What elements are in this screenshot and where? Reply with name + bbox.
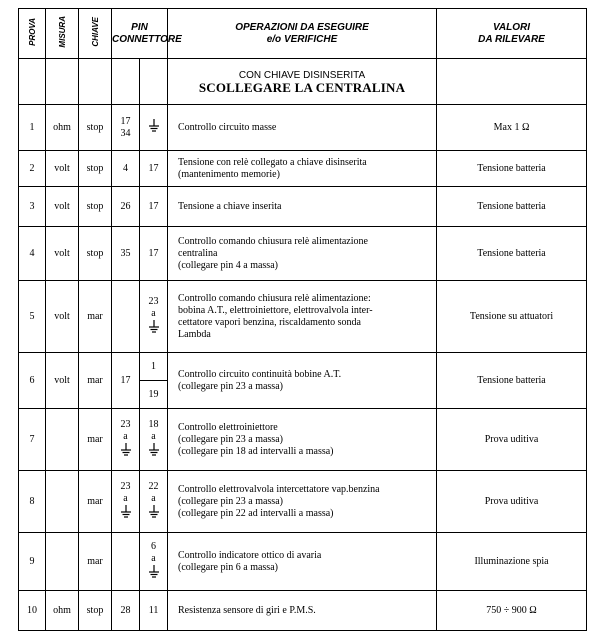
ground-symbol-icon xyxy=(148,505,160,522)
misura-value: volt xyxy=(54,247,70,259)
prova-number: 1 xyxy=(29,121,35,133)
table-row xyxy=(19,187,587,227)
value-cell xyxy=(437,471,587,533)
operation-line: centralina xyxy=(178,247,218,259)
ground-symbol-icon xyxy=(120,505,132,522)
pin-a-cell xyxy=(112,281,140,353)
pin-b-cell xyxy=(140,151,168,187)
operation-cell xyxy=(168,151,437,187)
header-operazioni: OPERAZIONI DA ESEGUIRE e/o VERIFICHE xyxy=(168,9,437,59)
misura-cell xyxy=(46,591,79,631)
misura-cell xyxy=(46,533,79,591)
misura-value: volt xyxy=(54,310,70,322)
value-text: Tensione batteria xyxy=(477,162,546,174)
pin-a-label: 23 xyxy=(120,419,131,430)
operation-cell xyxy=(168,471,437,533)
prova-number: 4 xyxy=(29,247,35,259)
pin-b-cell xyxy=(140,533,168,591)
operation-cell xyxy=(168,409,437,471)
pin-a-label: a xyxy=(123,431,128,442)
operation-cell xyxy=(168,591,437,631)
subheader-line1: CON CHIAVE DISINSERITA xyxy=(238,69,366,81)
operation-line: (collegare pin 18 ad intervalli a massa) xyxy=(178,445,334,457)
value-cell xyxy=(437,591,587,631)
misura-cell xyxy=(46,227,79,281)
operation-cell xyxy=(168,533,437,591)
prova-number: 10 xyxy=(27,604,37,616)
prova-number: 7 xyxy=(29,433,35,445)
prova-cell xyxy=(19,353,46,409)
operation-line: Tensione con relè collegato a chiave disinserita xyxy=(178,156,367,168)
pin-b-cell xyxy=(140,187,168,227)
value-text: 750 ÷ 900 Ω xyxy=(486,604,537,616)
prova-cell xyxy=(19,281,46,353)
operation-line: Resistenza sensore di giri e P.M.S. xyxy=(178,604,316,616)
operation-line: Tensione a chiave inserita xyxy=(178,200,282,212)
pin-b-label: 6 xyxy=(151,541,156,552)
pin-a-label: 17 xyxy=(120,115,131,127)
subheader-cell xyxy=(168,59,437,105)
prova-cell xyxy=(19,409,46,471)
header-valori: VALORI DA RILEVARE xyxy=(437,9,587,59)
operation-line: Lambda xyxy=(178,328,211,340)
table-row xyxy=(19,151,587,187)
pin-a-label: 17 xyxy=(120,374,131,386)
pin-b-label: a xyxy=(151,308,156,319)
pin-a-label: 28 xyxy=(120,604,131,616)
value-cell xyxy=(437,533,587,591)
pin-b-label: 1 xyxy=(151,360,156,372)
value-text: Tensione batteria xyxy=(477,247,546,259)
misura-cell xyxy=(46,281,79,353)
misura-value: ohm xyxy=(53,604,71,616)
chiave-cell xyxy=(79,187,112,227)
pin-b-cell xyxy=(140,471,168,533)
ground-symbol-icon xyxy=(148,565,160,582)
ground-symbol-icon xyxy=(120,443,132,460)
operation-line: bobina A.T., elettroiniettore, elettrovalvola inter- xyxy=(178,304,373,316)
operation-line: Controllo comando chiusura relè alimentazione xyxy=(178,235,368,247)
operation-line: (collegare pin 23 a massa) xyxy=(178,433,283,445)
pin-b-label: 11 xyxy=(148,604,159,616)
pin-b-cell xyxy=(140,353,168,409)
value-cell xyxy=(437,409,587,471)
pin-a-cell xyxy=(112,533,140,591)
prova-number: 6 xyxy=(29,374,35,386)
pin-b-cell xyxy=(140,105,168,151)
chiave-value: mar xyxy=(87,555,103,567)
operation-cell xyxy=(168,281,437,353)
chiave-cell xyxy=(79,591,112,631)
chiave-value: mar xyxy=(87,495,103,507)
table-row xyxy=(19,409,587,471)
pin-b-cell xyxy=(140,281,168,353)
chiave-value: stop xyxy=(86,247,104,259)
pin-a-label: 34 xyxy=(120,127,131,139)
pin-a-label: 23 xyxy=(120,481,131,492)
chiave-value: mar xyxy=(87,310,103,322)
operation-line: Controllo elettrovalvola intercettatore vap.benzina xyxy=(178,483,380,495)
chiave-cell xyxy=(79,281,112,353)
pin-a-cell xyxy=(112,105,140,151)
misura-cell xyxy=(46,353,79,409)
pin-b-label: 17 xyxy=(148,200,159,212)
prova-number: 2 xyxy=(29,162,35,174)
chiave-cell xyxy=(79,105,112,151)
operation-line: (collegare pin 23 a massa) xyxy=(178,495,283,507)
ground-symbol-icon xyxy=(148,443,160,460)
pin-a-cell xyxy=(112,353,140,409)
value-cell xyxy=(437,227,587,281)
pin-a-cell xyxy=(112,409,140,471)
misura-cell xyxy=(46,151,79,187)
table-row xyxy=(19,105,587,151)
chiave-cell xyxy=(79,227,112,281)
header-chiave: CHIAVE xyxy=(79,9,112,59)
operation-line: (collegare pin 22 ad intervalli a massa) xyxy=(178,507,334,519)
value-text: Illuminazione spia xyxy=(474,555,549,567)
operation-line: cettatore vapori benzina, riscaldamento sonda xyxy=(178,316,361,328)
pin-b-cell xyxy=(140,227,168,281)
chiave-value: stop xyxy=(86,604,104,616)
pin-a-cell xyxy=(112,187,140,227)
table-row xyxy=(19,227,587,281)
pin-a-cell xyxy=(112,227,140,281)
pin-a-cell xyxy=(112,471,140,533)
misura-value: volt xyxy=(54,374,70,386)
operation-line: Controllo circuito continuità bobine A.T. xyxy=(178,368,342,380)
prova-number: 3 xyxy=(29,200,35,212)
prova-number: 5 xyxy=(29,310,35,322)
prova-cell xyxy=(19,533,46,591)
operation-cell xyxy=(168,187,437,227)
operation-line: Controllo comando chiusura relè alimentazione: xyxy=(178,292,371,304)
chiave-value: stop xyxy=(86,121,104,133)
prova-cell xyxy=(19,187,46,227)
pin-a-label: 4 xyxy=(123,162,128,174)
operation-line: (mantenimento memorie) xyxy=(178,168,280,180)
header-row xyxy=(19,9,587,59)
pin-b-label: a xyxy=(151,553,156,564)
chiave-cell xyxy=(79,409,112,471)
prova-cell xyxy=(19,471,46,533)
value-text: Max 1 Ω xyxy=(493,121,530,133)
ground-symbol-icon xyxy=(148,320,160,337)
value-cell xyxy=(437,353,587,409)
prova-number: 8 xyxy=(29,495,35,507)
value-text: Prova uditiva xyxy=(484,433,539,445)
value-cell xyxy=(437,151,587,187)
header-prova: PROVA xyxy=(19,9,46,59)
pin-a-label: 26 xyxy=(120,200,131,212)
pin-b-label: 23 xyxy=(148,296,159,307)
pin-b-label: 17 xyxy=(148,162,159,174)
table-row xyxy=(19,281,587,353)
prova-cell xyxy=(19,151,46,187)
operation-line: Controllo indicatore ottico di avaria xyxy=(178,549,322,561)
value-text: Prova uditiva xyxy=(484,495,539,507)
table-row xyxy=(19,353,587,409)
prova-number: 9 xyxy=(29,555,35,567)
subheader-line2: SCOLLEGARE LA CENTRALINA xyxy=(198,79,406,95)
misura-value: volt xyxy=(54,200,70,212)
value-text: Tensione batteria xyxy=(477,200,546,212)
operation-line: (collegare pin 4 a massa) xyxy=(178,259,278,271)
pin-b-cell xyxy=(140,591,168,631)
table-row xyxy=(19,533,587,591)
test-procedure-table xyxy=(18,8,587,631)
chiave-value: mar xyxy=(87,374,103,386)
operation-line: Controllo circuito masse xyxy=(178,121,277,133)
operation-cell xyxy=(168,227,437,281)
ground-symbol-icon xyxy=(148,119,160,136)
pin-a-label: a xyxy=(123,493,128,504)
chiave-cell xyxy=(79,151,112,187)
pin-b-cell xyxy=(140,409,168,471)
value-text: Tensione su attuatori xyxy=(469,310,554,322)
table-row xyxy=(19,591,587,631)
misura-cell xyxy=(46,105,79,151)
misura-cell xyxy=(46,187,79,227)
header-misura: MISURA xyxy=(46,9,79,59)
pin-b-label: a xyxy=(151,493,156,504)
prova-cell xyxy=(19,227,46,281)
chiave-value: mar xyxy=(87,433,103,445)
pin-b-label: 17 xyxy=(148,247,159,259)
subheader-row xyxy=(19,59,587,105)
operation-cell xyxy=(168,353,437,409)
prova-cell xyxy=(19,591,46,631)
pin-b-label: 18 xyxy=(148,419,159,430)
operation-cell xyxy=(168,105,437,151)
table-row xyxy=(19,471,587,533)
pin-a-label: 35 xyxy=(120,247,131,259)
value-text: Tensione batteria xyxy=(477,374,546,386)
misura-cell xyxy=(46,471,79,533)
chiave-cell xyxy=(79,353,112,409)
value-cell xyxy=(437,281,587,353)
pin-b-label: a xyxy=(151,431,156,442)
value-cell xyxy=(437,105,587,151)
misura-value: volt xyxy=(54,162,70,174)
header-pin-connettore: PIN CONNETTORE xyxy=(112,9,168,59)
pin-a-cell xyxy=(112,591,140,631)
misura-value: ohm xyxy=(53,121,71,133)
pin-b-label: 22 xyxy=(148,481,159,492)
chiave-cell xyxy=(79,533,112,591)
chiave-value: stop xyxy=(86,162,104,174)
misura-cell xyxy=(46,409,79,471)
chiave-value: stop xyxy=(86,200,104,212)
value-cell xyxy=(437,187,587,227)
operation-line: (collegare pin 23 a massa) xyxy=(178,380,283,392)
operation-line: Controllo elettroiniettore xyxy=(178,421,278,433)
chiave-cell xyxy=(79,471,112,533)
pin-b-label: 19 xyxy=(148,388,159,400)
operation-line: (collegare pin 6 a massa) xyxy=(178,561,278,573)
prova-cell xyxy=(19,105,46,151)
pin-a-cell xyxy=(112,151,140,187)
